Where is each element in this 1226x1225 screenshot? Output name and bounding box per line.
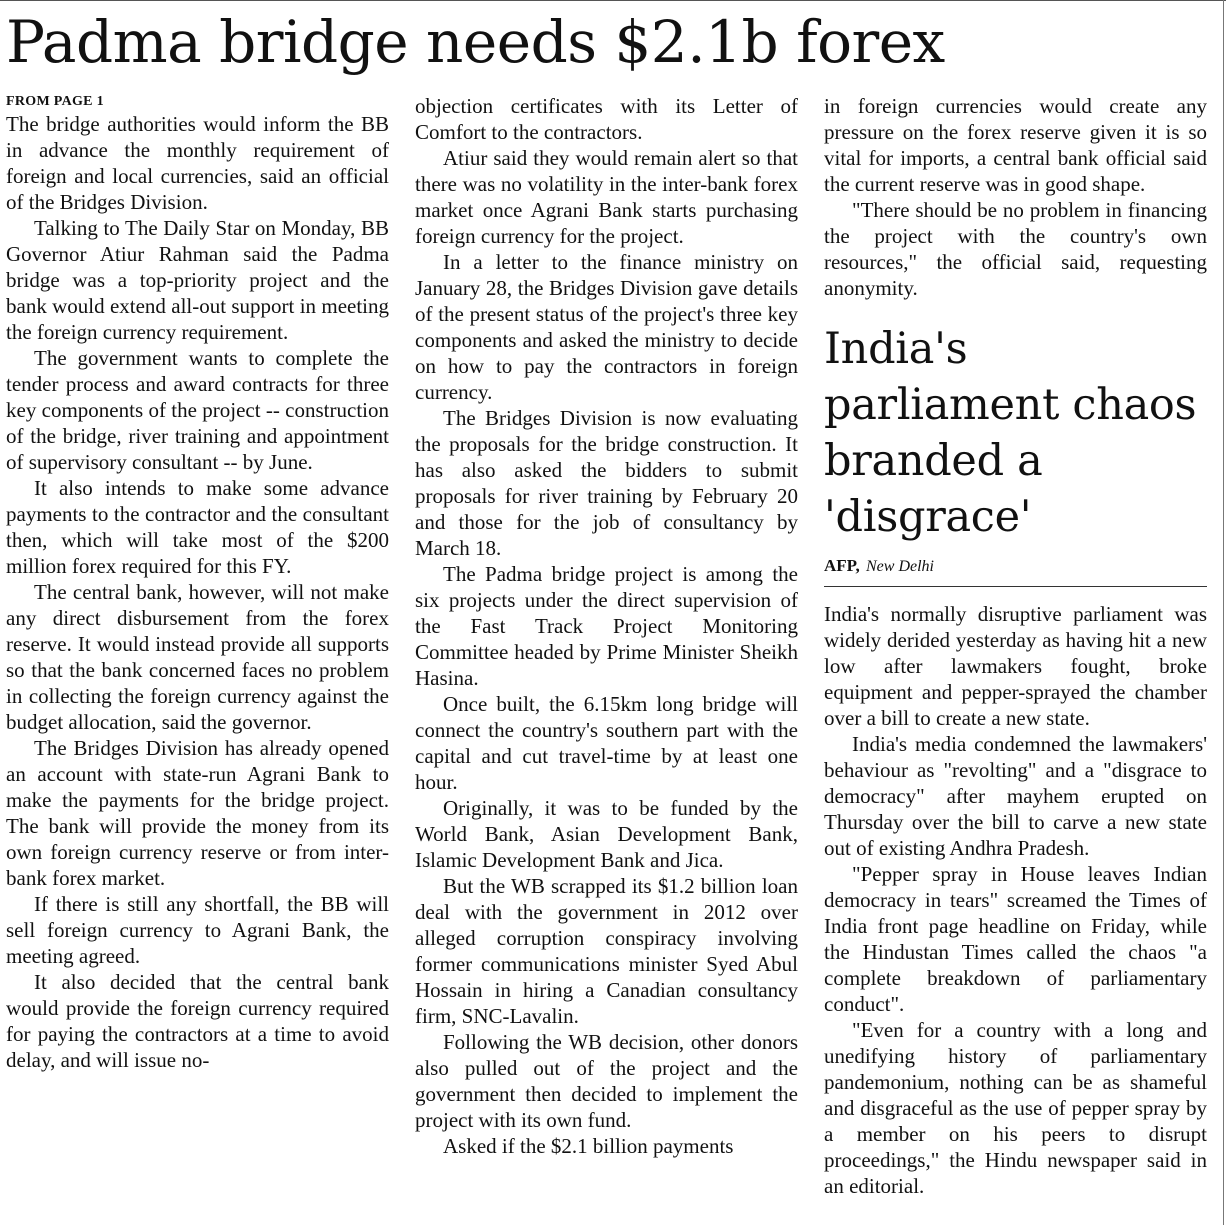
article-paragraph: Asked if the $2.1 billion payments	[443, 1134, 734, 1158]
article-paragraph: Talking to The Daily Star on Monday, BB Governor Atiur Rahman said the Padma bridge was a top-priority project and the bank would extend all-out support in meeting the foreign currency requirement.	[6, 216, 389, 344]
article-paragraph: The Bridges Division is now evaluating the proposals for the bridge construction. It has also asked the bidders to submit proposals for river training by February 20 and those for the job of consultancy by March 18.	[415, 406, 798, 560]
article-column-2	[415, 93, 798, 1159]
article-dateline: FROM PAGE 1	[6, 94, 104, 109]
article-column-1	[6, 93, 389, 1073]
article-paragraph: Once built, the 6.15km long bridge will connect the country's southern part with the capital and cut travel-time by at least one hour.	[415, 692, 798, 794]
story2-body	[824, 601, 1207, 1199]
story2-byline	[824, 555, 1207, 587]
story2-paragraph: India's normally disruptive parliament was widely derided yesterday as having hit a new low after lawmakers fought, broke equipment and pepper-sprayed the chamber over a bill to create a new state.	[824, 602, 1207, 730]
top-rule	[0, 0, 1226, 1]
article-column-3	[824, 93, 1207, 1199]
article-paragraph: Following the WB decision, other donors also pulled out of the project and the government then decided to implement the project with its own fund.	[415, 1030, 798, 1132]
story2-headline: India's parliament chaos branded a 'disgrace'	[824, 324, 1197, 542]
right-column-rule	[1223, 0, 1224, 1225]
article-paragraph: Atiur said they would remain alert so that there was no volatility in the inter-bank forex market once Agrani Bank starts purchasing foreign currency for the project.	[415, 146, 798, 248]
story2-paragraph: India's media condemned the lawmakers' behaviour as "revolting" and a "disgrace to democracy" after mayhem erupted on Thursday over the bill to carve a new state out of existing Andhra Pradesh.	[824, 732, 1207, 860]
story2-paragraph: "Even for a country with a long and unedifying history of parliamentary pandemonium, nothing can be as shameful and disgraceful as the use of pepper spray by a member on his peers to disrupt proceedings," the Hindu newspaper said in an editorial.	[824, 1018, 1207, 1198]
article-paragraph: The Padma bridge project is among the six projects under the direct supervision of the Fast Track Project Monitoring Committee headed by Prime Minister Sheikh Hasina.	[415, 562, 798, 690]
byline-place: New Delhi	[866, 558, 934, 575]
byline-agency: AFP,	[824, 556, 860, 575]
article-paragraph: The bridge authorities would inform the BB in advance the monthly requirement of foreign and local currencies, said an official of the Bridges Division.	[6, 112, 389, 214]
story2-paragraph: "Pepper spray in House leaves Indian democracy in tears" screamed the Times of India front page headline on Friday, while the Hindustan Times called the chaos "a complete breakdown of parliamentary conduct".	[824, 862, 1207, 1016]
article-paragraph: But the WB scrapped its $1.2 billion loan deal with the government in 2012 over alleged corruption conspiracy involving former communications minister Syed Abul Hossain in hiring a Canadian consultancy firm, SNC-Lavalin.	[415, 874, 798, 1028]
article-paragraph: The government wants to complete the tender process and award contracts for three key components of the project -- construction of the bridge, river training and appointment of supervisory consultant -- by June.	[6, 346, 389, 474]
article-paragraph: "There should be no problem in financing the project with the country's own resources," the official said, requesting anonymity.	[824, 198, 1207, 300]
article-paragraph: Originally, it was to be funded by the World Bank, Asian Development Bank, Islamic Development Bank and Jica.	[415, 796, 798, 872]
article-paragraph: The central bank, however, will not make any direct disbursement from the forex reserve. It would instead provide all supports so that the bank concerned faces no problem in collecting the foreign currency against the budget allocation, said the governor.	[6, 580, 389, 734]
article-paragraph: If there is still any shortfall, the BB will sell foreign currency to Agrani Bank, the meeting agreed.	[6, 892, 389, 968]
article-paragraph: objection certificates with its Letter of Comfort to the contractors.	[415, 94, 798, 144]
article-paragraph: It also intends to make some advance payments to the contractor and the consultant then, which will take most of the $200 million forex required for this FY.	[6, 476, 389, 578]
article-paragraph: The Bridges Division has already opened an account with state-run Agrani Bank to make the payments for the bridge project. The bank will provide the money from its own foreign currency reserve or from inter-bank forex market.	[6, 736, 389, 890]
article-paragraph: It also decided that the central bank would provide the foreign currency required for paying the contractors at a time to avoid delay, and will issue no-	[6, 970, 389, 1072]
article-paragraph: In a letter to the finance ministry on January 28, the Bridges Division gave details of the present status of the project's three key components and asked the ministry to decide on how to pay the contractors in foreign currency.	[415, 250, 798, 404]
article-paragraph: in foreign currencies would create any pressure on the forex reserve given it is so vital for imports, a central bank official said the current reserve was in good shape.	[824, 94, 1207, 196]
article-headline: Padma bridge needs $2.1b forex	[6, 8, 945, 76]
